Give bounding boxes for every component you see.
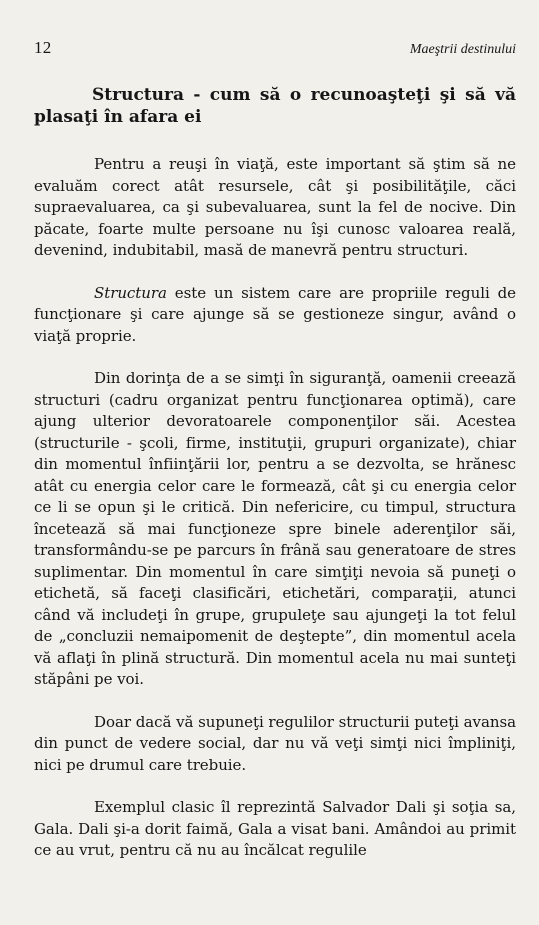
paragraph-2-text: este un sistem care are propriile reguli de funcţionare şi care ajunge să se gestioneze singur, având o viaţă proprie. (34, 283, 516, 345)
paragraph-gap (34, 347, 516, 368)
structure-term: Structura (94, 283, 167, 302)
paragraph-gap (34, 691, 516, 712)
paragraph-1: Pentru a reuşi în viaţă, este important să ştim să ne evaluăm corect atât resursele, cât şi posibilităţile, căci supraevaluarea, ca şi subevaluarea, sunt la fel de nocive. Din păcate, foarte multe persoane nu îşi cunosc valoarea reală, devenind, indubitabil, masă de manevră pentru structuri. (34, 155, 516, 259)
paragraph-4: Doar dacă vă supuneţi regulilor structurii puteţi avansa din punct de vedere social, dar nu vă veţi simţi nici împliniţi, nici pe drumul care trebuie. (34, 712, 517, 774)
paragraph-2 (34, 283, 516, 348)
paragraph-5: Exemplul clasic îl reprezintă Salvador Dali şi soţia sa, Gala. Dali şi-a dorit faimă, Gala a visat bani. Amândoi au primit ce au vrut, pentru că nu au încălcat regulile (34, 798, 516, 859)
page-header (34, 38, 516, 58)
section-title: Structura - cum să o recunoaşteţi şi să vă plasaţi în afara ei (34, 85, 516, 127)
paragraph-gap (34, 262, 516, 283)
page-number: 12 (34, 38, 52, 57)
running-head: Maeştrii destinului (409, 42, 516, 57)
paragraph-3: Din dorinţa de a se simţi în siguranţă, oamenii creează structuri (cadru organizat pentru funcţionarea optimă), care ajung ulterior devoratoarele componenţilor săi. Acestea (structurile - şcoli, firme, instituţii, grupuri organizate), chiar din momentul înfiinţării lor, pentru a se dezvolta, se hrănesc atât cu energia celor care le formează, cât şi cu energia celor ce li se opun şi le critică. Din nefericire, cu timpul, structura încetează să mai funcţioneze spre binele aderenţilor săi, transformându-se pe parcurs în frână sau generatoare de stres suplimentar. Din momentul în care simţiţi nevoia să puneţi o etichetă, să faceţi clasificări, etichetări, comparaţii, atunci când vă includeţi în grupe, grupuleţe sau ajungeţi la tot felul de „concluzii nemaipomenit de deştepte”, din momentul acela vă aflaţi în plină structură. Din momentul acela nu mai sunteţi stăpâni pe voi. (34, 369, 516, 688)
book-page (34, 38, 516, 862)
paragraph-gap (34, 776, 516, 797)
